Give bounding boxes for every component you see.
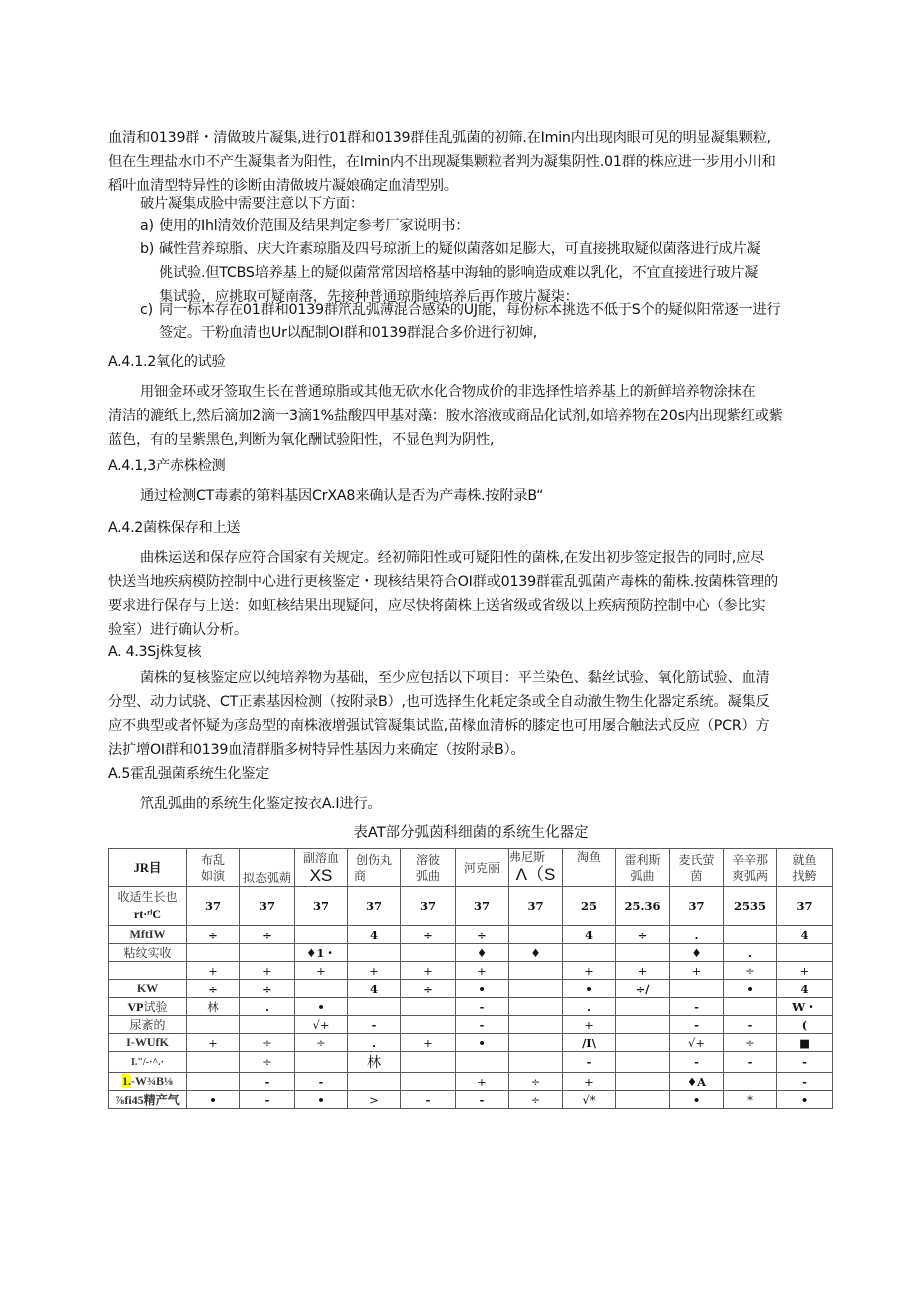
table-cell (616, 1073, 670, 1091)
table-cell (295, 926, 348, 944)
table-cell: + (187, 962, 240, 980)
text-line: 但在生理盐水巾不产生凝集者为阳性，在Imin内不出现凝集颗粒者判为凝集阴性.01群的株应进一步用小川和 (108, 154, 776, 170)
row-label: VP试验 (109, 998, 187, 1016)
table-cell: • (187, 1091, 240, 1109)
table-cell: 37 (295, 887, 348, 926)
table-cell (509, 962, 563, 980)
column-header: 淘鱼 (563, 849, 616, 887)
table-cell (616, 1052, 670, 1073)
table-cell: √+ (295, 1016, 348, 1034)
table-cell (724, 1073, 777, 1091)
table-cell: - (456, 998, 509, 1016)
table-cell (509, 998, 563, 1016)
table-cell: + (187, 1034, 240, 1052)
text-line: 应不典型或者怀疑为彦岛型的南株液增强试管凝集试监,苗椽血清柝的膝定也可用屡合触法式反应（PCR）方 (108, 718, 770, 734)
table-cell: - (401, 1091, 456, 1109)
table-cell: - (724, 1016, 777, 1034)
text-line: 法扩增OI群和0139血清群脂多树特异性基因力来确定（按附录B）。 (108, 742, 525, 758)
table-cell: 25 (563, 887, 616, 926)
table-cell (401, 1016, 456, 1034)
table-cell: 37 (670, 887, 724, 926)
table-row (109, 1052, 833, 1073)
table-cell: ÷ (240, 926, 295, 944)
row-label: ⅞fi45精产气 (109, 1091, 187, 1109)
table-cell: • (295, 998, 348, 1016)
row-label (109, 962, 187, 980)
table-cell: 37 (456, 887, 509, 926)
table-cell: ■ (777, 1034, 833, 1052)
list-item-c-line2: 签定。干粉血清也Ur以配制OI群和0139群混合多价进行初婶, (159, 325, 538, 341)
column-header: 辛辛那 爽弧两 (724, 849, 777, 887)
table-cell: ♦1・ (295, 944, 348, 962)
table-row (109, 1091, 833, 1109)
table-cell: 林 (348, 1052, 401, 1073)
row-label: I-WUfK (109, 1034, 187, 1052)
table-cell: - (777, 1073, 833, 1091)
section-body-strain-recheck (108, 666, 838, 762)
list-item-b-line2: 佻试验.但TCBS培养基上的疑似菌常常因培格基中海轴的影响造成难以乳化，不宜直接进行玻片凝 (159, 265, 759, 281)
list-marker-b: b) (140, 241, 155, 257)
table-header-row (109, 849, 833, 887)
list-item-b-line1: 碱性营养琼脂、庆大许素琼脂及四号琼浙上的疑似菌落如足膨大，可直接挑取疑似菌落进行成片凝 (159, 241, 761, 257)
row-label: I."/-·^.· (109, 1052, 187, 1073)
table-cell: + (616, 962, 670, 980)
row-label: 收适生长也 rt·ʳˡC (109, 887, 187, 926)
column-header: 河克丽 (456, 849, 509, 887)
list-marker-c: c) (140, 302, 153, 318)
table-cell: + (563, 1073, 616, 1091)
table-cell: 37 (187, 887, 240, 926)
column-header: 弗尼斯 Λ（S (509, 849, 563, 887)
list-marker-a: a) (140, 218, 154, 234)
text-line: 用钿金环或牙签取生长在普通琼脂或其他无砍水化合物成价的非选择性培养基上的新鲜培养物涂抹在 (140, 384, 756, 400)
column-header: 布乱 如演 (187, 849, 240, 887)
text-line: 血清和0139群・清做玻片凝集,进行01群和0139群佳乱弧菌的初筛.在Imin内出现肉眼可见的明显凝集颗粒, (108, 130, 771, 146)
column-header: 麦氏萤 茵 (670, 849, 724, 887)
table-cell (509, 1052, 563, 1073)
table-cell (509, 980, 563, 998)
table-cell: • (563, 980, 616, 998)
table-cell: 37 (348, 887, 401, 926)
column-header: 创伤丸 商 (348, 849, 401, 887)
table-row (109, 887, 833, 926)
table-cell: + (456, 1073, 509, 1091)
row-label: 尿紊的 (109, 1016, 187, 1034)
table-cell (348, 944, 401, 962)
table-cell: - (348, 1016, 401, 1034)
table-cell: 37 (509, 887, 563, 926)
text-line: 蓝色，有的呈紫黑色,判断为氧化酬试验阳性，不显色判为阴性, (108, 432, 495, 448)
section-body-biochemical (108, 792, 838, 816)
text-line: 笊乱弧曲的系统生化鉴定按衣A.I进行。 (140, 796, 382, 812)
row-label: 粘纹实收 (109, 944, 187, 962)
table-cell (295, 1052, 348, 1073)
table-cell (777, 944, 833, 962)
row-label: KW (109, 980, 187, 998)
table-cell: . (724, 944, 777, 962)
table-cell: - (456, 1091, 509, 1109)
table-cell (724, 998, 777, 1016)
table-cell: + (401, 962, 456, 980)
text-line: 菌株的复核鉴定应以纯培养物为基础，至少应包括以下项目：平兰染色、黏丝试验、氧化筋试验、血清 (140, 670, 770, 686)
table-cell (670, 980, 724, 998)
text-line: 分型、动力试骁、CT正素基因检测（按附录B）,也可选择生化耗定条或全自动澈生物生化器定系统。凝集反 (108, 694, 770, 710)
table-cell: ÷ (509, 1091, 563, 1109)
table-cell: 林 (187, 998, 240, 1016)
table-cell: ♦ (509, 944, 563, 962)
table-cell (509, 1016, 563, 1034)
table-cell: . (348, 1034, 401, 1052)
column-header-item: JR目 (109, 849, 187, 887)
table-cell (348, 1073, 401, 1091)
table-cell (401, 1073, 456, 1091)
table-cell: • (295, 1091, 348, 1109)
table-cell: ÷ (616, 926, 670, 944)
table-cell (616, 1091, 670, 1109)
section-body-toxin-detection (108, 484, 838, 508)
highlighted-text: 1. (122, 1074, 131, 1088)
table-cell: + (348, 962, 401, 980)
table-cell (240, 944, 295, 962)
table-cell: 4 (777, 980, 833, 998)
table-row (109, 1073, 833, 1091)
table-cell: ÷ (240, 1034, 295, 1052)
table-cell: - (670, 1052, 724, 1073)
table-cell (295, 980, 348, 998)
table-cell: + (563, 962, 616, 980)
table-cell: 4 (348, 980, 401, 998)
table-cell (509, 926, 563, 944)
table-cell: + (670, 962, 724, 980)
table-cell: + (456, 962, 509, 980)
column-header: 雷利斯 弧曲 (616, 849, 670, 887)
section-body-strain-storage (108, 546, 838, 642)
table-cell (401, 1052, 456, 1073)
section-heading-biochemical: A.5霍乱强菌系统生化鉴定 (108, 766, 269, 782)
table-cell: . (563, 998, 616, 1016)
table-row (109, 926, 833, 944)
table-cell: - (777, 1052, 833, 1073)
table-cell: + (295, 962, 348, 980)
table-cell: W・ (777, 998, 833, 1016)
table-cell: ÷ (509, 1073, 563, 1091)
table-cell: 4 (348, 926, 401, 944)
row-label: 1.-W¾B⅛ (109, 1073, 187, 1091)
table-cell: ÷ (401, 926, 456, 944)
table-cell: - (295, 1073, 348, 1091)
table-cell (616, 944, 670, 962)
column-header: 副溶血 XS (295, 849, 348, 887)
text-line: 快送当地疾病模防控制中心进行更核鉴定・现核结果符合OI群或0139群霍乱弧菌产毒株的葡株.按菌株管理的 (108, 574, 779, 590)
table-cell: + (240, 962, 295, 980)
table-cell: - (240, 1073, 295, 1091)
table-cell (509, 1034, 563, 1052)
table-cell: ÷ (240, 1052, 295, 1073)
column-header: 就鱼 找鮬 (777, 849, 833, 887)
table-cell: ÷ (187, 980, 240, 998)
table-cell: • (670, 1091, 724, 1109)
table-row (109, 962, 833, 980)
table-cell (187, 944, 240, 962)
column-header: 拟态弧蒴 (240, 849, 295, 887)
table-cell: ÷ (456, 926, 509, 944)
section-heading-strain-recheck: A. 4.3Sj株复核 (108, 644, 202, 660)
notes-intro: 破片凝集成脸中需要注意以下方面： (140, 196, 364, 212)
table-cell (401, 998, 456, 1016)
table-cell (401, 944, 456, 962)
text-line: 要求进行保存与上送：如虹核结果出现疑问，应尽快将菌株上送省级或省级以上疾病预防控制中心（参比实 (108, 598, 766, 614)
table-cell (187, 1016, 240, 1034)
section-body-oxidase (108, 380, 838, 452)
table-cell: ÷ (724, 962, 777, 980)
table-cell: 25.36 (616, 887, 670, 926)
list-item-b-line3: 集试验，应挑取可疑南落，先接种普通琼脂纯培养后再作玻片凝柒： (159, 289, 579, 305)
table-cell (187, 1073, 240, 1091)
table-cell: √* (563, 1091, 616, 1109)
list-item-c-line1: 同一标本存在01群和0139群笊乱弧薄混合感染的UJ能，每份标本挑选不低于S个的疑似阳常逐一进行 (159, 302, 781, 318)
table-caption: 表AT部分弧茵科细菌的系统生化器定 (353, 825, 589, 841)
table-cell: - (670, 998, 724, 1016)
text-line: 通过检测CT毒素的第料基因CrXA8来确认是否为产毒株.按附录B“ (140, 488, 544, 504)
table-cell: ♦ (456, 944, 509, 962)
section-heading-strain-storage: A.4.2菌株保存和上送 (108, 520, 241, 536)
text-line: 曲株运送和保存应符合国家有关规定。经初筛阳性或可疑阳性的菌株,在发出初步签定报告的同时,应尽 (140, 550, 765, 566)
section-heading-toxin-detection: A.4.1,3产赤株检测 (108, 458, 226, 474)
table-cell: - (670, 1016, 724, 1034)
table-cell: • (456, 1034, 509, 1052)
table-cell (616, 1016, 670, 1034)
text-line: 稻叶血清型特异性的诊断由清做坡片凝娘确定血清型别。 (108, 178, 458, 194)
table-cell (456, 1052, 509, 1073)
table-cell: - (456, 1016, 509, 1034)
table-row (109, 1034, 833, 1052)
table-cell (348, 998, 401, 1016)
table-cell: 4 (777, 926, 833, 944)
list-item-a: 使用的Ihl清效价范围及结果判定参考厂家说明书： (159, 218, 470, 234)
table-cell: /I\ (563, 1034, 616, 1052)
row-label: MftIW (109, 926, 187, 944)
table-row (109, 944, 833, 962)
table-cell: - (240, 1091, 295, 1109)
paragraph-slide-agglutination (108, 126, 838, 198)
table-cell: • (777, 1091, 833, 1109)
section-heading-oxidase: A.4.1.2氧化的试验 (108, 354, 226, 370)
table-cell: ÷ (187, 926, 240, 944)
text-line: 验室）进行确认分析。 (108, 622, 248, 638)
table-cell: ÷ (295, 1034, 348, 1052)
table-cell (240, 1016, 295, 1034)
table-cell: - (724, 1052, 777, 1073)
table-cell (616, 998, 670, 1016)
table-row (109, 1016, 833, 1034)
table-cell: ( (777, 1016, 833, 1034)
table-cell: ÷ (401, 980, 456, 998)
table-cell: • (724, 980, 777, 998)
table-cell: 37 (401, 887, 456, 926)
table-cell: ÷ (724, 1034, 777, 1052)
table-cell: 2535 (724, 887, 777, 926)
text-line: 清洁的漉纸上,然后滴加2滴一3滴1%盐酸四甲基对藻：胺水溶液或商品化试剂,如培养物在20s内出现紫红或紫 (108, 408, 783, 424)
table-cell: . (670, 926, 724, 944)
table-cell: * (724, 1091, 777, 1109)
table-cell: ♦ (670, 944, 724, 962)
table-cell: √+ (670, 1034, 724, 1052)
table-cell: 37 (240, 887, 295, 926)
table-cell (187, 1052, 240, 1073)
table-cell: - (563, 1052, 616, 1073)
table-cell: 4 (563, 926, 616, 944)
table-cell: > (348, 1091, 401, 1109)
table-cell: + (777, 962, 833, 980)
table-row (109, 980, 833, 998)
table-cell: . (240, 998, 295, 1016)
table-cell: ÷ (240, 980, 295, 998)
column-header: 溶彼 弧曲 (401, 849, 456, 887)
biochemical-identification-table (108, 848, 833, 1109)
table-cell: ÷∕ (616, 980, 670, 998)
table-cell (563, 944, 616, 962)
table-row (109, 998, 833, 1016)
table-cell: ♦A (670, 1073, 724, 1091)
table-cell (616, 1034, 670, 1052)
table-cell: + (401, 1034, 456, 1052)
table-cell (724, 926, 777, 944)
table-cell: • (456, 980, 509, 998)
table-cell: + (563, 1016, 616, 1034)
table-cell: 37 (777, 887, 833, 926)
